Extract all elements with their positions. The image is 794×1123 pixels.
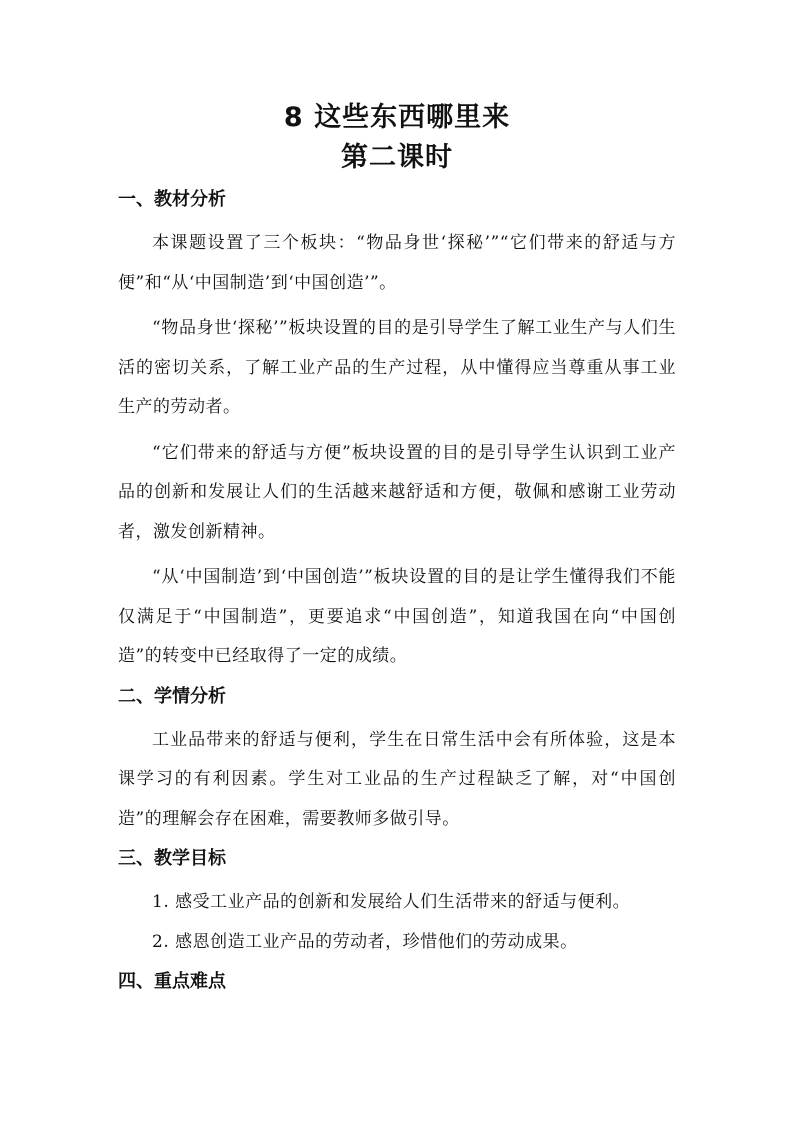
section-heading: 三、教学目标 [118,848,226,869]
section-teaching-goals [118,847,676,962]
document-subtitle: 第二课时 [341,142,453,173]
paragraph: 本课题设置了三个板块：“物品身世‘探秘’”“它们带来的舒适与方便”和“从‘中国制造’到‘中国创造’”。 [118,233,676,293]
section-key-points [118,970,676,994]
section-heading: 二、学情分析 [118,685,226,707]
section-textbook-analysis [118,188,676,677]
document-title: 8 这些东西哪里来 [283,102,511,133]
paragraph: “物品身世‘探秘’”板块设置的目的是引导学生了解工业生产与人们生活的密切关系，了解工业产品的生产过程，从中懂得应当尊重从事工业生产的劳动者。 [118,318,676,417]
section-learner-analysis [118,685,676,840]
paragraph: “它们带来的舒适与方便”板块设置的目的是引导学生认识到工业产品的创新和发展让人们的生活越来越舒适和方便，敬佩和感谢工业劳动者，激发创新精神。 [118,442,676,542]
section-heading: 四、重点难点 [118,971,226,992]
goal-item: 2. 感恩创造工业产品的劳动者，珍惜他们的劳动成果。 [152,931,578,952]
paragraph: 工业品带来的舒适与便利，学生在日常生活中会有所体验，这是本课学习的有利因素。学生对工业品的生产过程缺乏了解，对“中国创造”的理解会存在困难，需要教师多做引导。 [118,729,676,829]
section-heading: 一、教材分析 [118,189,226,210]
paragraph: “从‘中国制造’到‘中国创造’”板块设置的目的是让学生懂得我们不能仅满足于“中国制造”，更要追求“中国创造”，知道我国在向“中国创造”的转变中已经取得了一定的成绩。 [118,567,676,666]
goal-item: 1. 感受工业产品的创新和发展给人们生活带来的舒适与便利。 [152,892,631,912]
